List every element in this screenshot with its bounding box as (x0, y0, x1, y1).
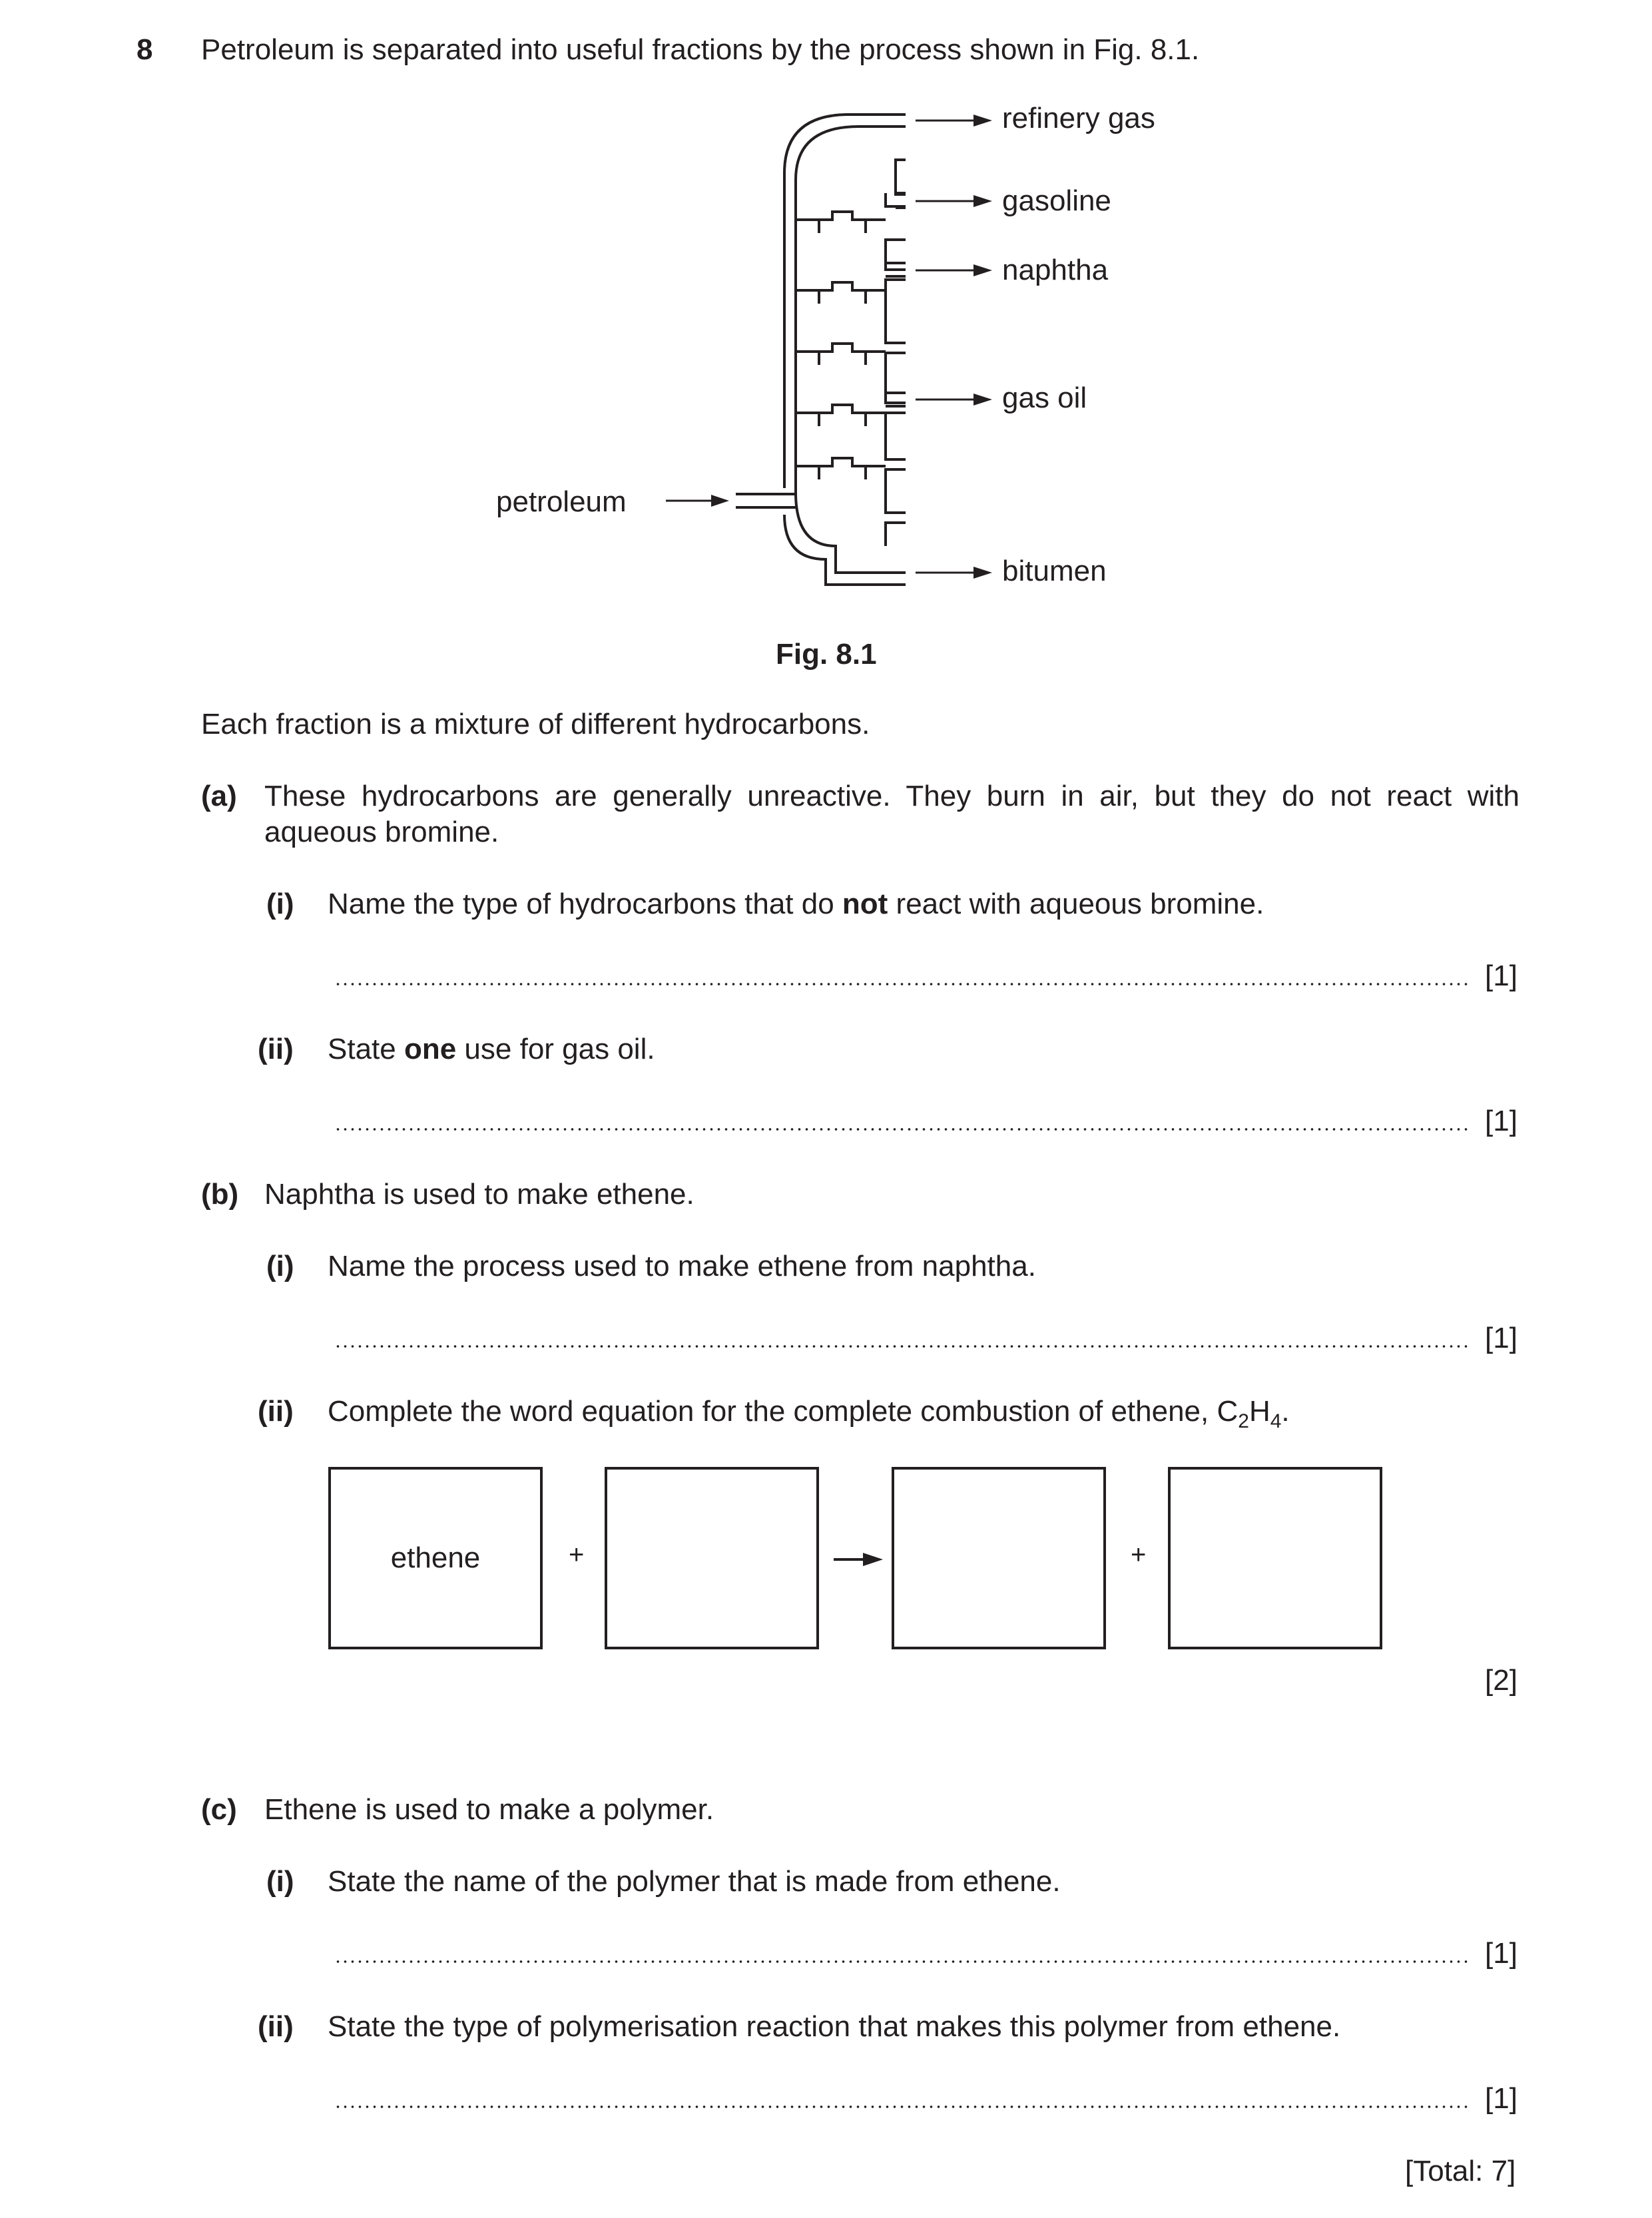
naphtha-label: naphtha (1002, 254, 1109, 286)
equation-box-product-2[interactable] (1168, 1467, 1382, 1649)
marks-b-i: [1] (1485, 1322, 1517, 1354)
figure-caption: Fig. 8.1 (776, 638, 877, 671)
part-a-text-line1: These hydrocarbons are generally unreactive. They burn in air, but they do not react with (264, 780, 1519, 812)
part-c-i-question: State the name of the polymer that is made from ethene. (328, 1865, 1061, 1898)
bitumen-label: bitumen (1002, 555, 1107, 587)
gas-oil-label: gas oil (1002, 382, 1087, 414)
equation-plus-2: + (1131, 1540, 1147, 1569)
part-c-label: (c) (201, 1793, 237, 1826)
part-a-ii-question: State one use for gas oil. (328, 1033, 655, 1065)
part-b-label: (b) (201, 1178, 239, 1211)
answer-line-c-ii[interactable] (334, 2105, 1472, 2109)
part-a-ii-label: (ii) (258, 1033, 294, 1065)
marks-c-i: [1] (1485, 1937, 1517, 1970)
part-b-text: Naphtha is used to make ethene. (264, 1178, 694, 1211)
part-a-i-label: (i) (266, 888, 294, 920)
inlet-pipe (736, 494, 796, 507)
part-c-ii-label: (ii) (258, 2010, 294, 2043)
answer-line-a-ii[interactable] (334, 1127, 1472, 1131)
petroleum-label: petroleum (496, 485, 627, 518)
column-outer-left-wall (784, 115, 906, 488)
part-c-ii-question: State the type of polymerisation reaction that makes this polymer from ethene. (328, 2010, 1341, 2043)
part-a-label: (a) (201, 780, 237, 812)
fraction-statement: Each fraction is a mixture of different hydrocarbons. (201, 708, 870, 740)
part-a-i-question: Name the type of hydrocarbons that do not react with aqueous bromine. (328, 888, 1264, 920)
equation-box-product-1[interactable] (892, 1467, 1106, 1649)
equation-plus-1: + (569, 1540, 585, 1569)
part-c-i-label: (i) (266, 1865, 294, 1898)
part-b-i-label: (i) (266, 1250, 294, 1282)
marks-a-i: [1] (1485, 960, 1517, 992)
answer-line-c-i[interactable] (334, 1960, 1472, 1964)
part-b-ii-question: Complete the word equation for the complete combustion of ethene, $C_2H_4$. (328, 1395, 1290, 1432)
column-left-wall (796, 127, 906, 573)
part-c-text: Ethene is used to make a polymer. (264, 1793, 714, 1826)
gasoline-label: gasoline (1002, 184, 1111, 217)
total-marks: [Total: 7] (1405, 2155, 1516, 2187)
part-b-ii-label: (ii) (258, 1395, 294, 1428)
equation-box-ethene: ethene (328, 1467, 543, 1649)
refinery-gas-label: refinery gas (1002, 102, 1155, 135)
marks-b-ii: [2] (1485, 1664, 1517, 1697)
part-a-text-line2: aqueous bromine. (264, 816, 499, 848)
question-number: 8 (137, 33, 153, 66)
marks-a-ii: [1] (1485, 1105, 1517, 1137)
equation-box-reactant[interactable] (605, 1467, 819, 1649)
fractionating-column-diagram (666, 100, 1199, 606)
part-b-i-question: Name the process used to make ethene from naphtha. (328, 1250, 1036, 1282)
marks-c-ii: [1] (1485, 2082, 1517, 2115)
equation-arrow (832, 1549, 886, 1569)
answer-line-a-i[interactable] (334, 982, 1472, 986)
answer-line-b-i[interactable] (334, 1344, 1472, 1348)
question-intro: Petroleum is separated into useful fractions by the process shown in Fig. 8.1. (201, 33, 1200, 66)
